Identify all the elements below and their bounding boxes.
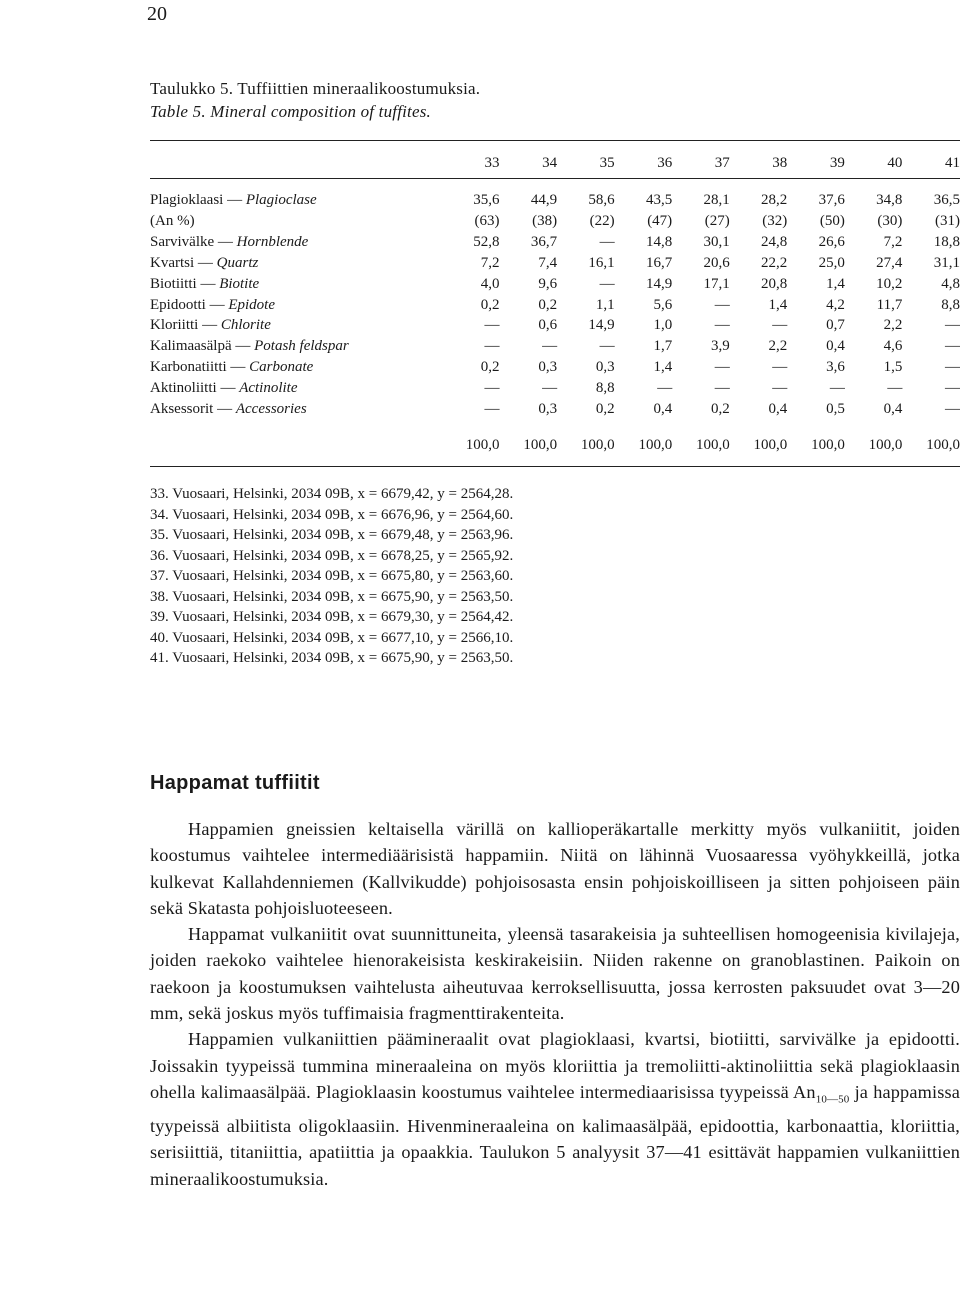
table-cell: 7,2 [883,233,903,250]
row-label [150,378,442,399]
table-row [150,315,960,336]
table-cell: 0,6 [538,317,558,334]
row-label-separator: — [205,296,229,313]
table-cell: 58,6 [588,192,615,208]
row-label-english: Hornblende [236,233,309,250]
sample-location: 40. Vuosaari, Helsinki, 2034 09B, x = 6677,10, y = 2566,10. [150,629,514,646]
table-cell: 0,5 [826,401,845,418]
table-row [150,253,960,274]
table-cell: — [772,359,788,376]
row-label-finnish: Biotiitti [150,275,197,292]
column-header: 40 [887,155,903,171]
table-cell: 20,6 [703,254,730,271]
total-cell: 100,0 [523,436,558,453]
table-cell: 44,9 [530,192,558,208]
table-cell: 35,6 [473,192,500,208]
table-cell: — [484,338,500,355]
row-label [150,357,442,378]
table-cell: 7,2 [480,254,500,271]
column-header: 33 [484,155,500,171]
row-label [150,336,442,357]
table-cell: 16,7 [645,254,673,271]
row-label [150,399,442,420]
table-cell: 4,0 [480,275,500,292]
table-cell: 4,6 [883,338,903,355]
table-bottom-rule [150,466,960,467]
table-row [150,295,960,316]
table-cell: 28,2 [761,192,788,208]
row-label [150,295,442,316]
table-cell: — [599,233,615,250]
total-cell: 100,0 [926,436,960,453]
table-cell: (27) [704,212,730,229]
table-cell: 0,3 [538,359,558,376]
table-cell: 16,1 [588,254,615,271]
sample-location: 34. Vuosaari, Helsinki, 2034 09B, x = 6676,96, y = 2564,60. [150,506,514,523]
table-cell: — [772,380,788,397]
table-cell: 1,5 [883,359,903,376]
table-cell: 27,4 [876,254,903,271]
table-cell: (22) [589,212,615,229]
sample-location: 39. Vuosaari, Helsinki, 2034 09B, x = 6679,30, y = 2564,42. [150,609,514,625]
table-header-row [150,150,960,176]
table-cell: 22,2 [761,254,788,271]
row-label-separator: — [226,359,250,376]
table-cell: 14,8 [645,233,673,250]
row-label-separator: — [223,192,246,208]
row-label-english: Biotite [219,275,260,292]
table-row [150,211,960,232]
row-label-english: Potash feldspar [254,338,349,355]
row-label-english: Epidote [228,296,275,313]
table-cell: — [945,317,960,334]
table-row [150,399,960,420]
table-cell: 10,2 [876,275,903,292]
table-cell: 14,9 [645,275,673,292]
table-cell: 0,4 [826,338,845,355]
table-row [150,190,960,211]
table-cell: 0,2 [480,359,500,376]
table-row [150,232,960,253]
table-header-blank [150,150,442,176]
table-cell: — [599,338,615,355]
table-cell: 17,1 [703,275,730,292]
table-cell: 14,9 [588,317,615,334]
table-cell: (32) [762,212,788,229]
row-label-finnish: Kalimaasälpä [150,338,232,355]
table-cell: 1,0 [653,317,673,334]
table-cell: — [714,317,730,334]
table-cell: 34,8 [876,192,903,208]
column-header: 39 [829,155,845,171]
table-row [150,274,960,295]
table-cell: 0,4 [653,401,673,418]
column-header: 37 [714,155,730,171]
table-cell: 0,4 [768,401,788,418]
total-cell: 100,0 [753,436,788,453]
table-cell: 0,3 [595,359,615,376]
row-label-finnish: Plagioklaasi [150,192,224,208]
row-label-finnish: Karbonatiitti [150,359,227,376]
table-cell: (50) [819,212,845,229]
row-label-separator: — [196,275,220,292]
sample-location: 33. Vuosaari, Helsinki, 2034 09B, x = 6679,42, y = 2564,28. [150,486,514,502]
table-cell: 3,6 [826,359,845,376]
sample-location: 35. Vuosaari, Helsinki, 2034 09B, x = 6679,48, y = 2563,96. [150,527,514,543]
table-cell: — [714,380,730,397]
table-cell: 37,6 [818,192,845,208]
table-cell: 3,9 [710,338,730,355]
table-cell: 25,0 [818,254,845,271]
table-row [150,336,960,357]
table-cell: 31,1 [933,254,960,271]
table-cell: 2,2 [883,317,903,334]
table-cell: — [714,296,730,313]
table-cell: 0,2 [710,401,730,418]
row-label-english: Actinolite [239,380,298,397]
table-cell: (47) [647,212,673,229]
table-cell: 0,2 [595,401,615,418]
table-cell: 8,8 [941,296,960,313]
row-label-separator: — [216,380,240,397]
table-cell: 20,8 [761,275,788,292]
table-spacer [150,420,960,434]
total-label-blank [150,434,442,456]
table-cell: — [484,380,500,397]
total-cell: 100,0 [695,436,730,453]
row-label [150,253,442,274]
table-cell: — [542,380,558,397]
table-cell: 30,1 [703,233,730,250]
table-cell: 2,2 [768,338,788,355]
table-cell: 36,7 [530,233,558,250]
table-caption-english: Table 5. Mineral composition of tuffites. [150,102,431,121]
sample-location-list [150,484,513,669]
table-cell: 0,4 [883,401,903,418]
table-cell: — [714,359,730,376]
row-label [150,190,442,211]
row-label-separator: — [194,254,217,271]
row-label-separator: — [213,401,236,418]
table-cell: — [657,380,673,397]
row-label-finnish: Sarvivälke [150,233,215,250]
row-label-english: Carbonate [249,359,314,376]
row-label-english: Quartz [216,254,259,271]
table-cell: — [945,380,960,397]
body-text-segment: Happamien vulkaniittien päämineraalit ovat plagioklaasi, kvartsi, biotiitti, sarvivälke ja epidootti. Joissakin tyypeissä tummina mineraaleina on myös kloriittia ja tremoliitti-aktinoliittia sekä plagioklaasin ohella kalimaasälpää. Plagioklaasin koostumus vaihtelee intermediaarisissa tyypeissä An [150,1029,960,1102]
table-cell: — [945,338,960,355]
table-cell: (31) [935,212,960,229]
table-cell: 9,6 [538,275,558,292]
body-paragraph: Happamien gneissien keltaisella värillä on kallioperäkartalle merkitty myös vulkaniitit, joiden koostumus vaihtelee intermediäärisistä happamiin. Niitä on lähinnä Vuosaaressa vyöhykkeillä, jotka kulkevat Kallahdenniemen (Kallvikudde) pohjoisosasta ensin pohjoiskoilliseen ja sitten pohjoiseen päin sekä Skatasta pohjoisluoteeseen. [150,819,960,918]
page-number: 20 [147,3,167,25]
table-cell: 36,5 [933,192,960,208]
table-spacer [150,176,960,190]
row-label [150,211,442,232]
body-text-segment: ja happamissa tyypeissä albiitista oligoklaasiin. Hivenmineraaleina on kalimaasälpää, epidoottia, karbonaattia, kloriittia, serisiittiä, titaniittia, apatiittia ja opaakkia. Taulukon 5 analyysit 37—41 esittävät happamien vulkaniittien mineraalikoostumuksia. [150,1081,960,1189]
table-cell: 11,7 [876,296,903,313]
row-label-finnish: Epidootti [150,296,206,313]
body-paragraph: Happamat vulkaniitit ovat suunnittuneita, yleensä tasarakeisia ja suhteellisen homogeenisia kivilajeja, joiden raekoko vaihtelee hienorakeisista keskirakeisiin. Niiden rakenne on granoblastinen. Paikoin on raekoon ja koostumuksen vaihtelusta aiheutuvaa kerroksellisuutta, jossa kerrosten paksuudet ovat 3—20 mm, sekä joskus myös tuffimaisia fragmenttirakenteita. [150,924,960,1024]
table-cell: 7,4 [538,254,558,271]
column-header: 38 [772,155,788,171]
row-label-finnish: (An %) [150,212,195,229]
table-cell: 28,1 [703,192,730,208]
row-label-separator: — [198,317,221,334]
row-label [150,232,442,253]
sample-location: 36. Vuosaari, Helsinki, 2034 09B, x = 6678,25, y = 2565,92. [150,547,514,564]
sample-location: 37. Vuosaari, Helsinki, 2034 09B, x = 6675,80, y = 2563,60. [150,568,514,584]
table-top-rule [150,140,960,141]
column-header: 41 [945,155,960,171]
row-label [150,274,442,295]
table-cell: 0,2 [480,296,500,313]
section-body [150,816,960,1192]
table-cell: 52,8 [473,233,500,250]
row-label-finnish: Kloriitti [150,317,199,334]
table-cell: 0,7 [826,317,845,334]
table-total-row [150,434,960,456]
table-cell: 24,8 [761,233,788,250]
body-paragraph [150,1026,960,1191]
table-cell: 1,7 [653,338,673,355]
row-label-separator: — [214,233,237,250]
section-heading: Happamat tuffiitit [150,772,320,794]
row-label-finnish: Aksessorit [150,401,214,418]
table-caption-finnish: Taulukko 5. Tuffiittien mineraalikoostumuksia. [150,79,481,98]
mineral-composition-table [150,150,960,456]
row-label-english: Plagioclase [245,192,317,208]
table-cell: 1,1 [595,296,615,313]
row-label-finnish: Kvartsi [150,254,195,271]
total-cell: 100,0 [465,436,500,453]
sample-location: 38. Vuosaari, Helsinki, 2034 09B, x = 6675,90, y = 2563,50. [150,588,514,605]
table-cell: — [772,317,788,334]
table-cell: 8,8 [595,380,615,397]
table-cell: — [887,380,903,397]
column-header: 36 [657,155,673,171]
total-cell: 100,0 [580,436,615,453]
table-cell: — [484,317,500,334]
subscript: 10—50 [815,1093,850,1106]
table-cell: 4,2 [826,296,845,313]
table-cell: — [599,275,615,292]
total-cell: 100,0 [638,436,673,453]
row-label-separator: — [231,338,255,355]
table-cell: 0,3 [538,401,558,418]
row-label-english: Chlorite [220,317,271,334]
total-cell: 100,0 [868,436,903,453]
table-cell: — [829,380,845,397]
table-cell: 5,6 [653,296,673,313]
table-row [150,378,960,399]
table-cell: — [484,401,500,418]
column-header: 35 [599,155,615,171]
sample-location: 41. Vuosaari, Helsinki, 2034 09B, x = 6675,90, y = 2563,50. [150,650,514,666]
table-cell: 1,4 [653,359,673,376]
table-cell: 0,2 [538,296,558,313]
total-cell: 100,0 [811,436,845,453]
table-cell: (63) [474,212,500,229]
table-cell: 1,4 [826,275,845,292]
table-cell: — [945,359,960,376]
table-cell: — [945,401,960,418]
table-cell: 26,6 [818,233,845,250]
table-cell: — [542,338,558,355]
table-row [150,357,960,378]
table-cell: 43,5 [645,192,673,208]
column-header: 34 [542,155,558,171]
table-cell: (30) [877,212,903,229]
table-cell: 18,8 [933,233,960,250]
table-cell: 4,8 [941,275,960,292]
row-label-english: Accessories [235,401,307,418]
row-label-finnish: Aktinoliitti [150,380,217,397]
table-cell: (38) [532,212,558,229]
table-cell: 1,4 [768,296,788,313]
row-label [150,315,442,336]
